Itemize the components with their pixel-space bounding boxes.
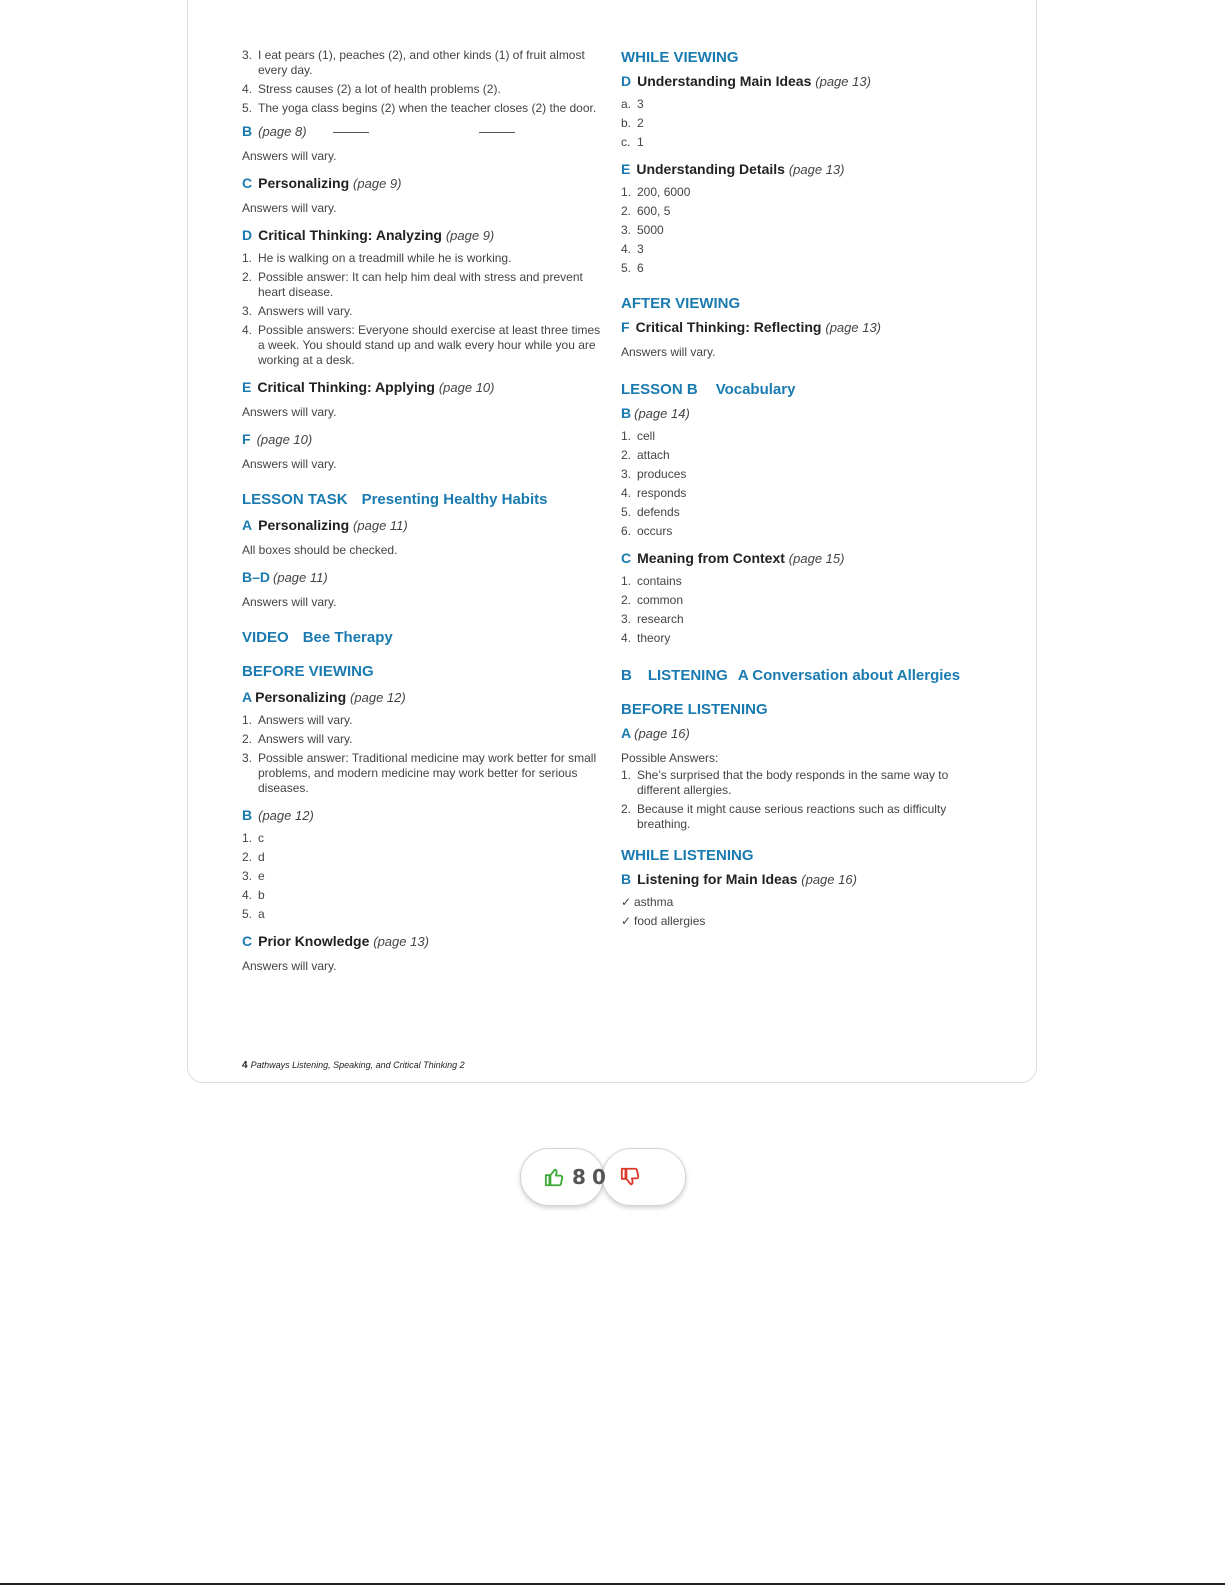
answer-text: Answers will vary. (242, 595, 337, 609)
before-listening-heading: BEFORE LISTENING (621, 701, 768, 718)
section-heading: E Understanding Details (page 13) (621, 161, 845, 177)
list-item: 3. produces (621, 467, 687, 481)
list-item: 2. Possible answer: It can help him deal with stress and prevent heart disease. (242, 270, 583, 299)
section-heading: D Understanding Main Ideas (page 13) (621, 73, 871, 89)
downvote-count: 0 (592, 1165, 606, 1189)
answer-list (621, 895, 981, 929)
list-item: 4. Possible answers: Everyone should exercise at least three times a week. You should stand up and walk every hour while you are working at a desk. (242, 323, 601, 367)
list-item: 3. 5000 (621, 223, 664, 237)
list-item: 2. common (621, 593, 684, 607)
section-heading: A Personalizing (page 11) (242, 517, 408, 533)
section-heading: F Critical Thinking: Reflecting (page 13) (621, 319, 882, 335)
thumbs-up-icon (544, 1166, 566, 1188)
while-viewing-heading: WHILE VIEWING (621, 49, 739, 66)
list-item: 1. contains (621, 574, 682, 588)
section-heading: B Listening for Main Ideas (page 16) (621, 871, 857, 887)
blank-line (333, 132, 369, 133)
list-item: c. 1 (621, 135, 644, 149)
left-column (242, 48, 602, 974)
top-list (242, 48, 602, 116)
answer-list (242, 251, 602, 368)
section-heading: E Critical Thinking: Applying (page 10) (242, 379, 495, 395)
answer-text: Answers will vary. (621, 345, 716, 359)
list-item: 2. d (242, 850, 265, 864)
section-heading: B (page 8) (242, 122, 602, 141)
answer-list (621, 97, 981, 150)
list-item: 3. I eat pears (1), peaches (2), and other kinds (1) of fruit almost every day. (242, 48, 585, 77)
answer-text: Answers will vary. (242, 201, 337, 215)
list-item: 6. occurs (621, 524, 673, 538)
list-item: 2. Because it might cause serious reactions such as difficulty breathing. (621, 802, 947, 831)
list-item: ✓ food allergies (621, 914, 706, 928)
answer-list (621, 185, 981, 276)
section-heading: C Prior Knowledge (page 13) (242, 933, 429, 949)
list-item: 2. Answers will vary. (242, 732, 353, 746)
list-item: 3. research (621, 612, 684, 626)
section-heading: A (page 16) (621, 725, 690, 741)
list-item: 3. e (242, 869, 265, 883)
upvote-count: 8 (572, 1165, 586, 1189)
list-item: ✓ asthma (621, 895, 674, 909)
answer-list (621, 768, 981, 832)
list-item: b. 2 (621, 116, 644, 130)
list-item: 5. a (242, 907, 265, 921)
list-item: 1. He is walking on a treadmill while he is working. (242, 251, 512, 265)
list-item: 4. responds (621, 486, 687, 500)
list-item: 1. cell (621, 429, 656, 443)
lesson-b-heading: LESSON B Vocabulary (621, 381, 796, 398)
check-icon: ✓ (621, 914, 632, 928)
section-heading: B (page 14) (621, 405, 690, 421)
section-heading: B–D (page 11) (242, 569, 328, 585)
section-heading: B (page 12) (242, 807, 314, 823)
list-item: 1. She’s surprised that the body responds in the same way to different allergies. (621, 768, 949, 797)
blank-line (479, 132, 515, 133)
answer-text: Possible Answers: (621, 751, 719, 765)
answer-list (621, 429, 981, 539)
list-item: 1. 200, 6000 (621, 185, 691, 199)
list-item: 3. Answers will vary. (242, 304, 353, 318)
list-item: 4. theory (621, 631, 671, 645)
list-item: 5. The yoga class begins (2) when the teacher closes (2) the door. (242, 101, 597, 115)
lesson-task-heading: LESSON TASK Presenting Healthy Habits (242, 491, 548, 508)
thumbs-down-icon (620, 1166, 642, 1188)
list-item: 4. 3 (621, 242, 644, 256)
section-heading: A Personalizing (page 12) (242, 689, 406, 705)
page-number: 4 (242, 1060, 248, 1071)
list-item: 1. Answers will vary. (242, 713, 353, 727)
section-heading: F (page 10) (242, 431, 313, 447)
list-item: a. 3 (621, 97, 644, 111)
list-item: 4. Stress causes (2) a lot of health problems (2). (242, 82, 501, 96)
list-item: 2. 600, 5 (621, 204, 671, 218)
answer-list (242, 713, 602, 796)
list-item: 5. 6 (621, 261, 644, 275)
book-title: Pathways Listening, Speaking, and Critical Thinking 2 (250, 1060, 465, 1070)
check-icon: ✓ (621, 895, 632, 909)
answer-text: Answers will vary. (242, 457, 337, 471)
before-viewing-heading: BEFORE VIEWING (242, 663, 374, 680)
list-item: 4. b (242, 888, 265, 902)
while-listening-heading: WHILE LISTENING (621, 847, 754, 864)
section-heading: C Personalizing (page 9) (242, 175, 402, 191)
after-viewing-heading: AFTER VIEWING (621, 295, 741, 312)
answer-text: Answers will vary. (242, 405, 337, 419)
section-heading: D Critical Thinking: Analyzing (page 9) (242, 227, 495, 243)
vote-widget (520, 1148, 686, 1206)
list-item: 2. attach (621, 448, 670, 462)
right-column (621, 48, 981, 929)
page-footer (242, 1060, 465, 1071)
downvote-button[interactable] (602, 1148, 686, 1206)
list-item: 3. Possible answer: Traditional medicine may work better for small problems, and modern medicine may work better for serious diseases. (242, 751, 597, 795)
list-item: 1. c (242, 831, 264, 845)
answer-list (242, 831, 602, 922)
listening-heading: B LISTENING A Conversation about Allergies (621, 667, 961, 684)
answer-text: Answers will vary. (242, 149, 337, 163)
answer-list (621, 574, 981, 646)
section-heading: C Meaning from Context (page 15) (621, 550, 845, 566)
list-item: 5. defends (621, 505, 680, 519)
answer-text: All boxes should be checked. (242, 543, 398, 557)
video-heading: VIDEO Bee Therapy (242, 629, 393, 646)
answer-text: Answers will vary. (242, 959, 337, 973)
